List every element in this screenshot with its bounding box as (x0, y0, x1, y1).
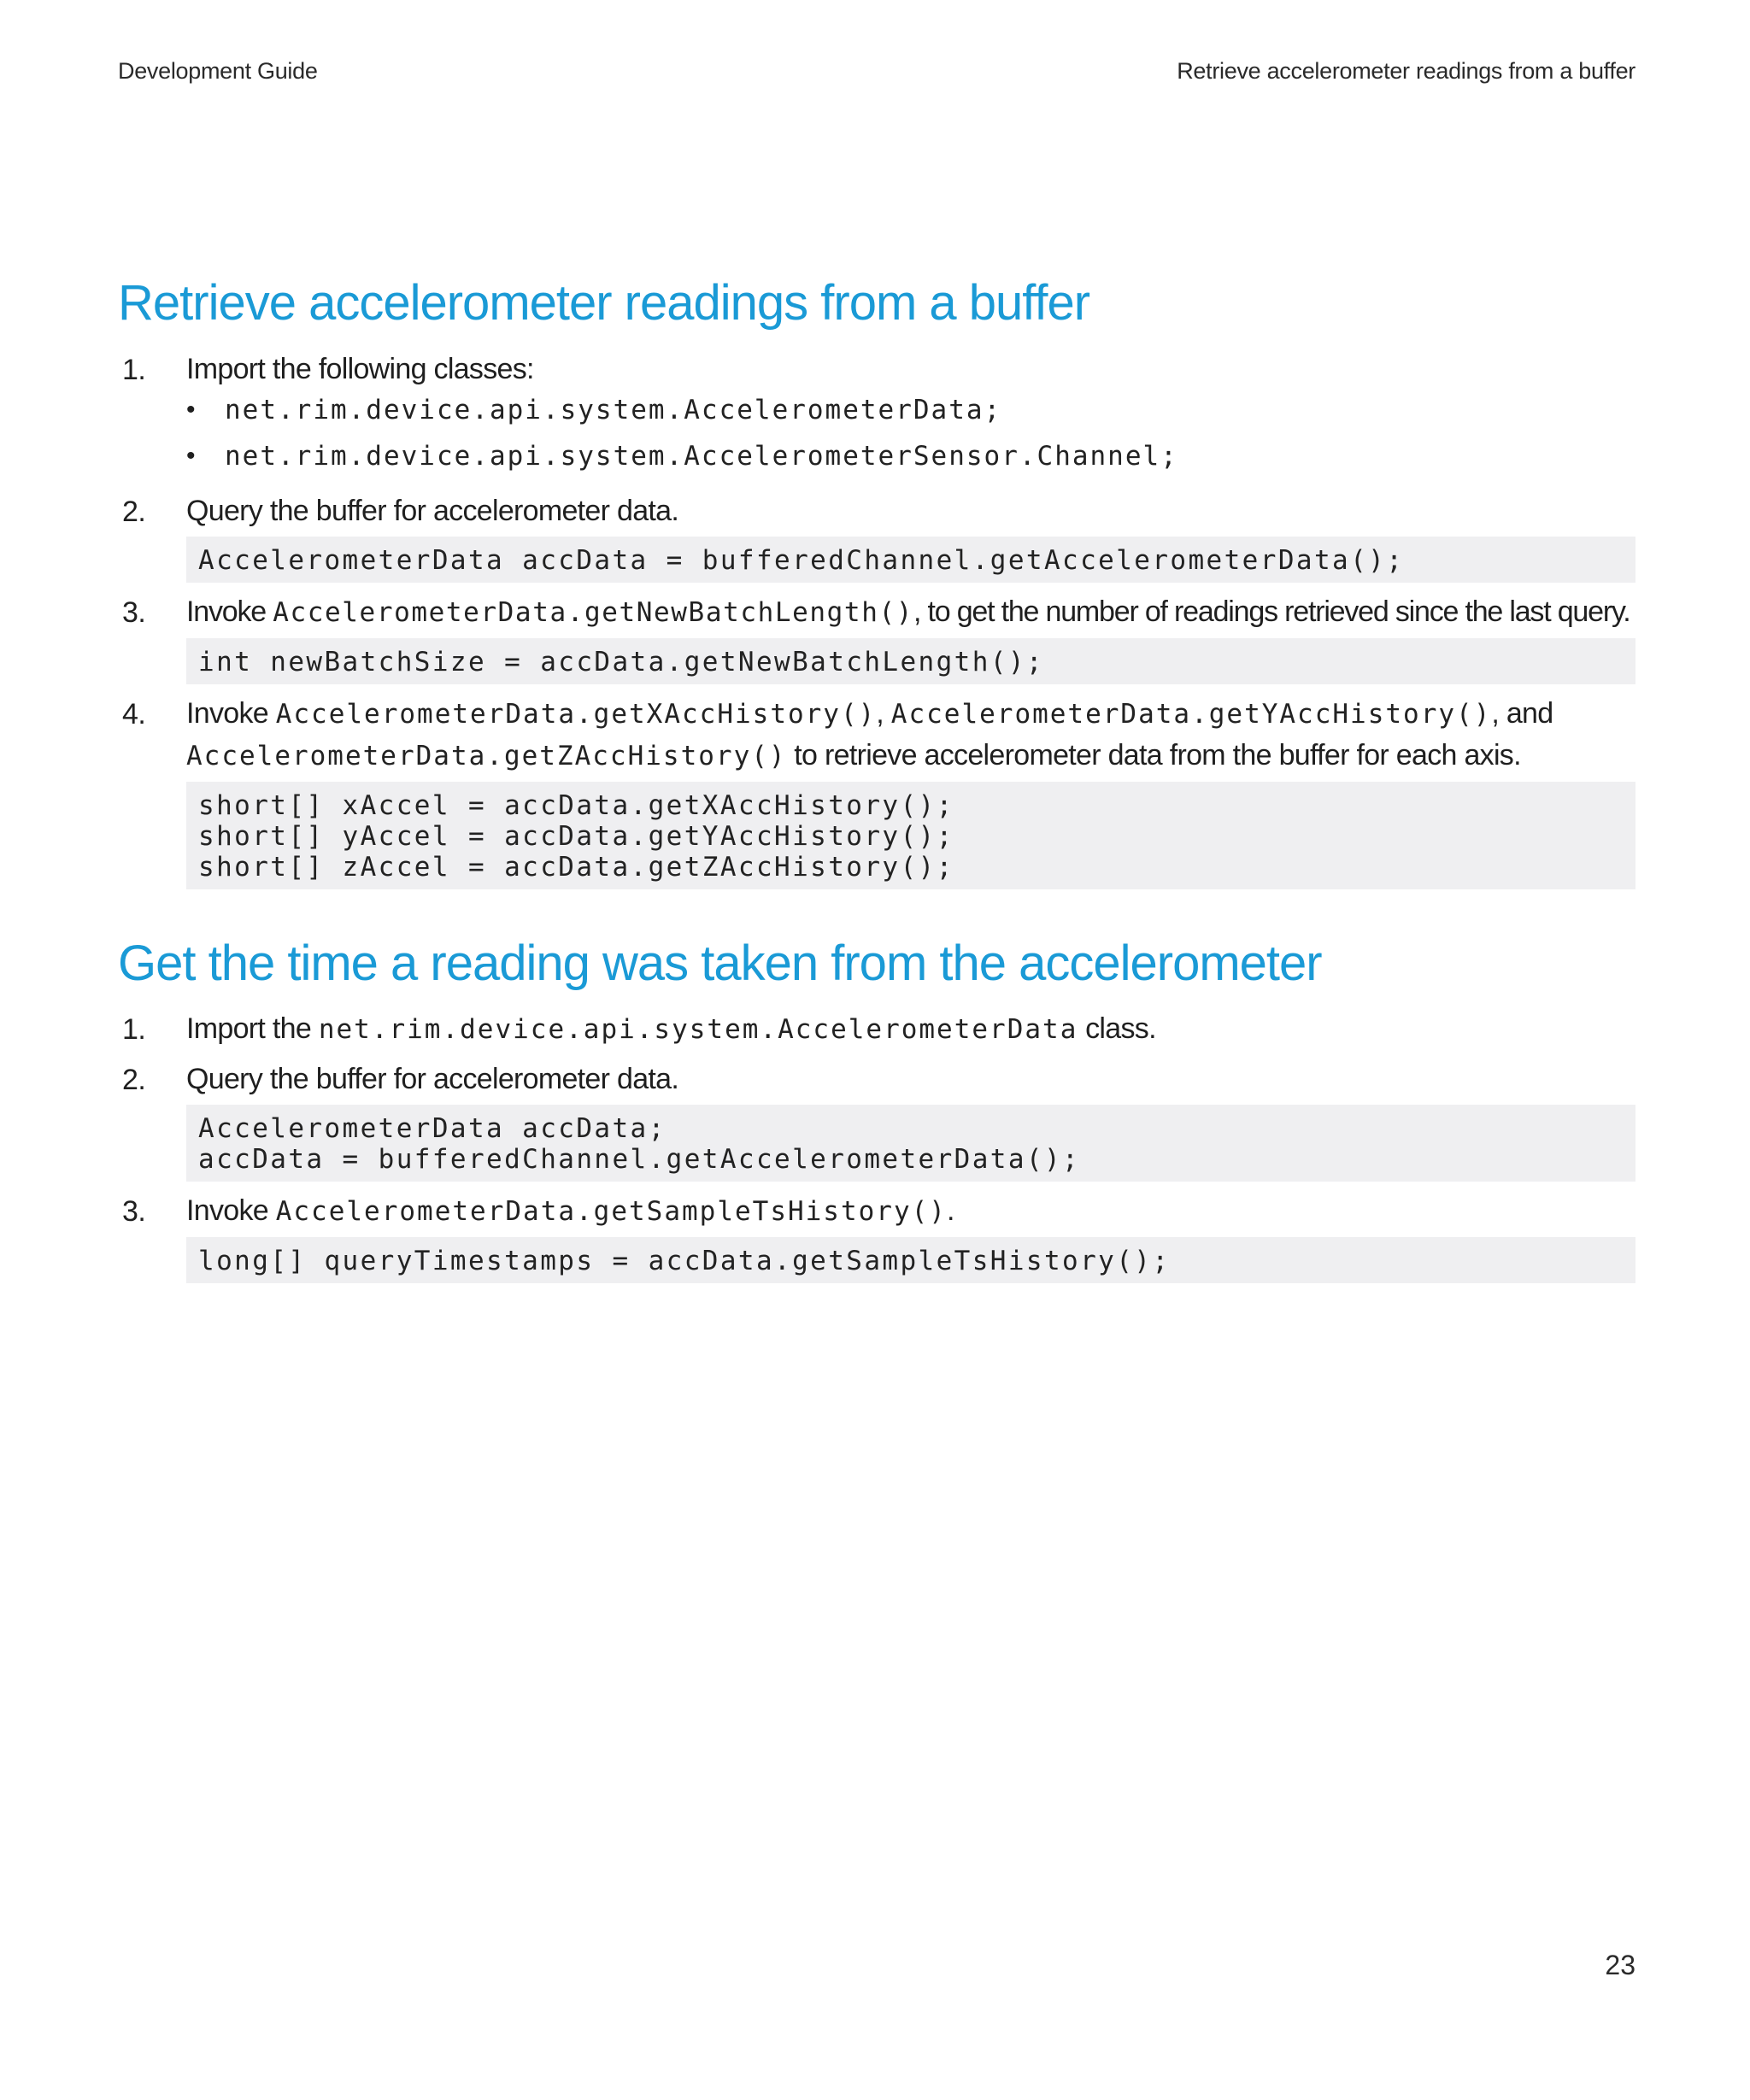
code-block (186, 638, 1635, 684)
step-text (186, 591, 1635, 633)
steps-reading-time (118, 1008, 1635, 1283)
step-query-buffer (118, 1059, 1635, 1182)
step-number: 4. (122, 697, 146, 730)
inline-code: AccelerometerData.getSampleTsHistory() (275, 1196, 947, 1228)
code-line: short[] zAccel = accData.getZAccHistory(); (198, 851, 954, 883)
inline-code: AccelerometerData.getZAccHistory() (186, 740, 787, 771)
text-fragment: , (876, 696, 891, 730)
code-line: short[] yAccel = accData.getYAccHistory(); (198, 820, 954, 852)
text-fragment: . (946, 1194, 954, 1228)
step-text (186, 1190, 1635, 1232)
page-content (118, 273, 1635, 1292)
code-line: int newBatchSize = accData.getNewBatchLength(); (198, 646, 1044, 678)
section-title-retrieve-readings: Retrieve accelerometer readings from a buffer (118, 275, 1090, 331)
bullet-icon: • (186, 395, 196, 424)
step-number: 1. (122, 1013, 146, 1047)
step-number: 1. (122, 353, 146, 386)
code-block (186, 537, 1635, 583)
text-fragment: Invoke (186, 1194, 276, 1228)
step-text: Query the buffer for accelerometer data. (186, 1063, 679, 1096)
inline-code: AccelerometerData.getYAccHistory() (890, 698, 1492, 730)
list-item (186, 436, 1635, 482)
import-list (186, 390, 1635, 482)
step-number: 2. (122, 1064, 146, 1097)
steps-retrieve-readings (118, 349, 1635, 889)
inline-code: net.rim.device.api.system.AccelerometerData (318, 1014, 1078, 1046)
section-title-reading-time: Get the time a reading was taken from the accelerometer (118, 935, 1322, 991)
header-section-title: Retrieve accelerometer readings from a buffer (1177, 58, 1635, 84)
text-fragment: to retrieve accelerometer data from the buffer for each axis. (786, 738, 1521, 771)
text-fragment: Invoke (186, 595, 273, 628)
import-class-name: net.rim.device.api.system.AccelerometerSensor.Channel; (225, 440, 1178, 472)
text-fragment: Invoke (186, 696, 276, 730)
code-line: AccelerometerData accData = bufferedChannel.getAccelerometerData(); (198, 544, 1405, 576)
code-block (186, 1105, 1635, 1182)
step-get-batch-length (118, 591, 1635, 684)
code-line: accData = bufferedChannel.getAccelerometerData(); (198, 1144, 1081, 1176)
text-fragment: Import the (186, 1012, 319, 1046)
inline-code: AccelerometerData.getXAccHistory() (275, 698, 877, 730)
text-fragment: , to get the number of readings retrieved since the last query. (913, 595, 1630, 628)
step-number: 3. (122, 595, 146, 629)
code-block (186, 782, 1635, 889)
import-class-name: net.rim.device.api.system.AccelerometerData; (225, 394, 1002, 425)
step-text: Import the following classes: (186, 352, 534, 385)
step-text (186, 1008, 1635, 1050)
step-number: 2. (122, 495, 146, 528)
step-text: Query the buffer for accelerometer data. (186, 494, 679, 527)
text-fragment: class. (1078, 1012, 1156, 1046)
code-line: long[] queryTimestamps = accData.getSampleTsHistory(); (198, 1246, 1171, 1277)
running-header (118, 58, 1635, 85)
step-text (186, 693, 1635, 777)
header-guide-title: Development Guide (118, 58, 318, 84)
step-get-axis-history (118, 693, 1635, 889)
code-line: short[] xAccel = accData.getXAccHistory(); (198, 789, 954, 821)
code-line: AccelerometerData accData; (198, 1113, 667, 1145)
page-number: 23 (1605, 1950, 1635, 1980)
inline-code: AccelerometerData.getNewBatchLength() (273, 596, 913, 628)
step-query-buffer (118, 490, 1635, 583)
step-get-timestamps (118, 1190, 1635, 1283)
text-fragment: , and (1491, 696, 1553, 730)
list-item (186, 390, 1635, 436)
step-import-classes (118, 349, 1635, 482)
step-number: 3. (122, 1195, 146, 1229)
bullet-icon: • (186, 441, 196, 470)
step-import-class (118, 1008, 1635, 1050)
code-block (186, 1237, 1635, 1283)
